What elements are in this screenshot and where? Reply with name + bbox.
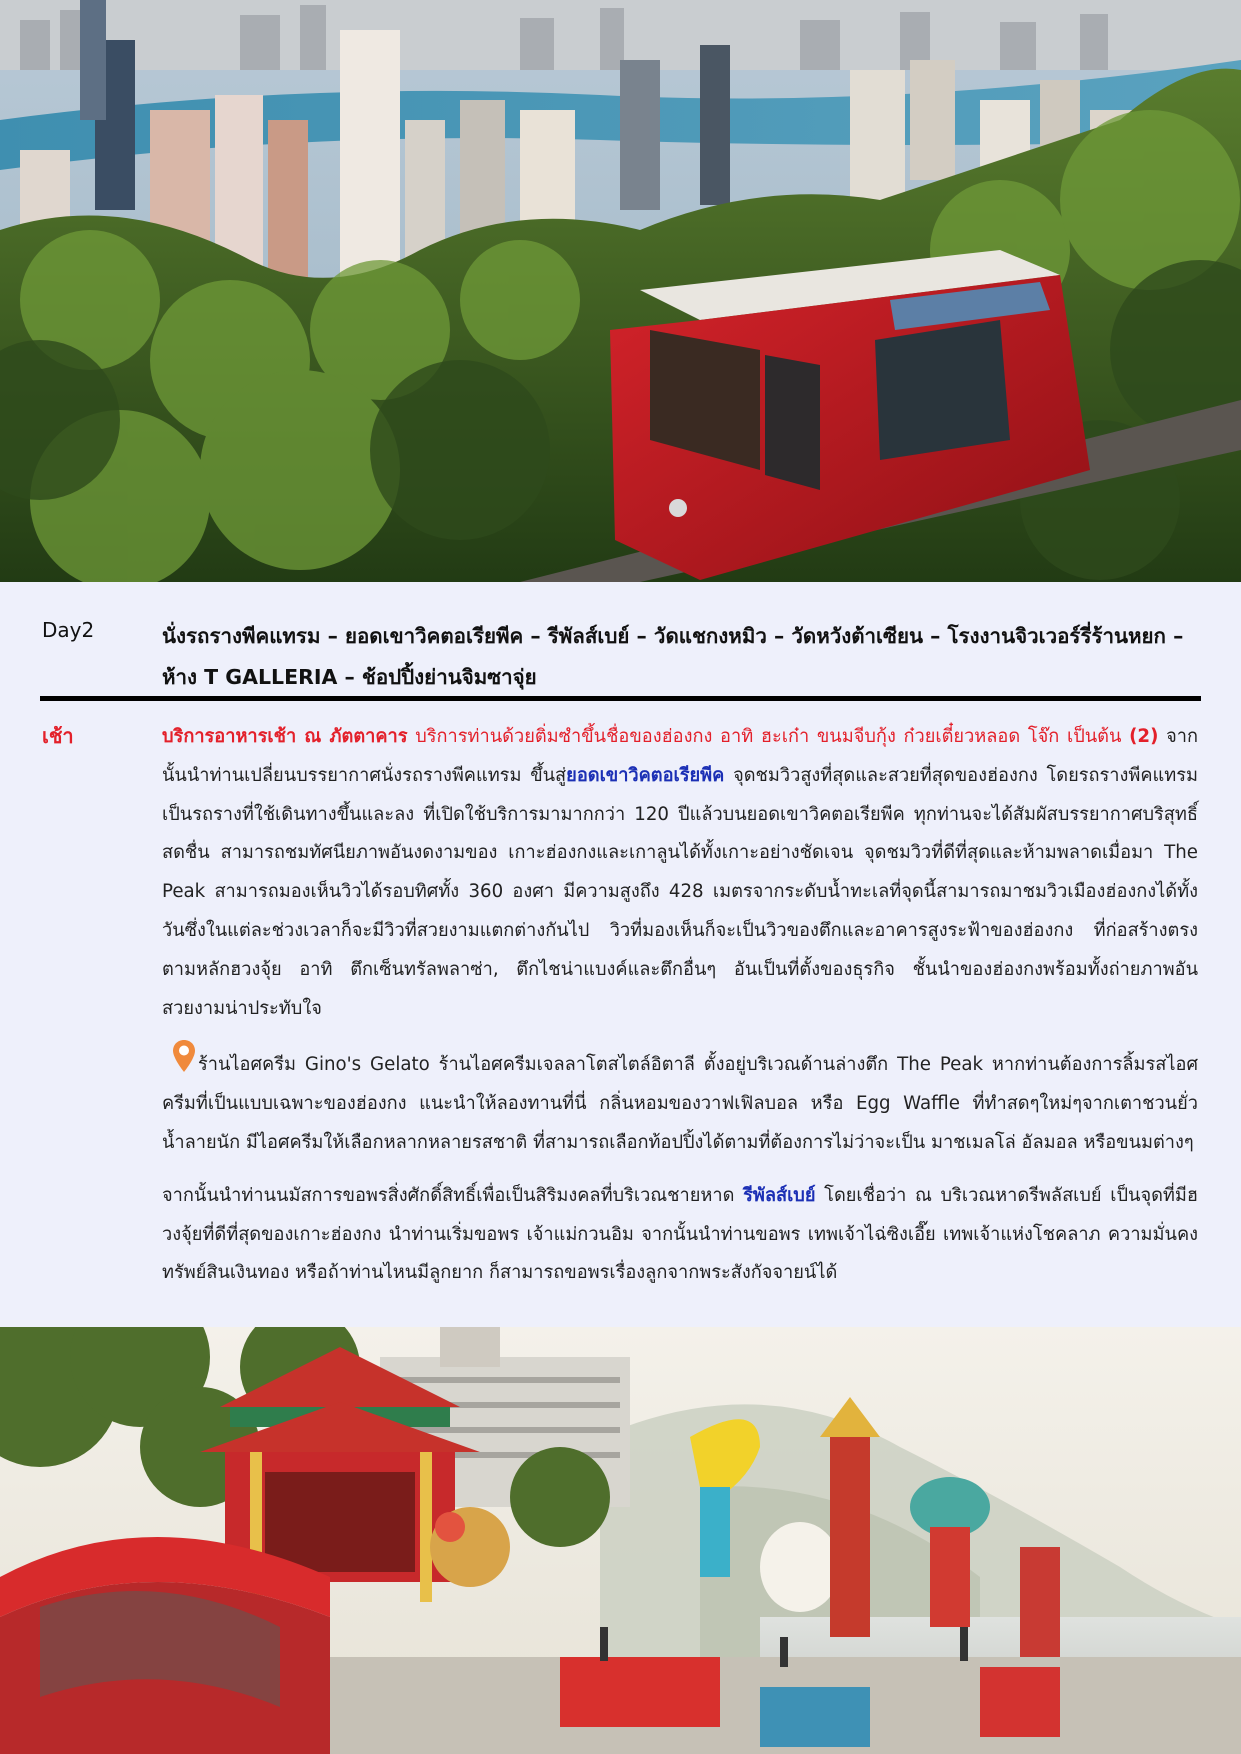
repulse-text-post: โดยเชื่อว่า ณ บริเวณหาดรีพลัสเบย์ เป็นจุดที่มีฮวงจุ้ยที่ดีที่สุดของเกาะฮ่องกง นำท่านเริ่มขอพร เจ้าแม่กวนอิม จากนั้นนำท่านขอพร เทพเจ้าไฉ่ซิงเอี๊ย เทพเจ้าแห่งโชคลาภ ความมั่นคงทรัพย์สินเงินทอง หรือถ้าท่านไหนมีลูกยาก ก็สามารถขอพรเรื่องลูกจากพระสังกัจจายน์ได้ <box>162 1184 1198 1284</box>
repulse-text-pre: จากนั้นนำท่านนมัสการขอพรสิ่งศักดิ์สิทธิ์เพื่อเป็นสิริมงคลที่บริเวณชายหาด <box>162 1184 744 1206</box>
breakfast-heading: บริการอาหารเช้า ณ ภัตตาคาร <box>162 726 408 747</box>
paragraph-repulse-bay <box>162 1177 1198 1293</box>
morning-label: เช้า <box>42 724 74 748</box>
day-title: นั่งรถรางพีคแทรม – ยอดเขาวิคตอเรียพีค – รีพัลส์เบย์ – วัดแชกงหมิว – วัดหวังต้าเซียน – โรงงานจิวเวอร์รี่ร้านหยก – ห้าง T GALLERIA – ช้อปปิ้งย่านจิมซาจุ่ย <box>162 624 1184 689</box>
paragraph-gelato <box>162 1039 1198 1162</box>
gelato-text: ร้านไอศครีม Gino's Gelato ร้านไอศครีมเจลลาโตสไตล์อิตาลี ตั้งอยู่บริเวณด้านล่างตึก The Peak หากท่านต้องการลิ้มรสไอศครีมที่เป็นแบบเฉพาะของฮ่องกง แนะนำให้ลองทานที่นี่ กลิ่นหอมของวาฟเฟิลบอล หรือ Egg Waffle ที่ทำสดๆใหม่ๆจากเตาชวนยั่วน้ำลายนัก มีไอศครีมให้เลือกหลากหลายรสชาติ ที่สามารถเลือกท้อปปิ้งได้ตามที่ต้องการไม่ว่าจะเป็น มาชเมลโล่ อัลมอล หรือขนมต่างๆ <box>162 1054 1198 1153</box>
peak-tram-photo <box>0 0 1241 582</box>
breakfast-text: บริการท่านด้วยติ่มซำขึ้นชื่อของฮ่องกง อาทิ ฮะเก๋า ขนมจีบกุ้ง ก๋วยเตี๋ยวหลอด โจ๊ก เป็นต้น <box>407 726 1130 747</box>
peak-text-pre: จากนั้นนำท่านเปลี่ยนบรรยากาศนั่งรถรางพีคแทรม ขึ้นสู่ <box>162 726 1198 786</box>
location-pin-icon <box>172 1039 196 1073</box>
victoria-peak-highlight: ยอดเขาวิคตอเรียพีค <box>566 764 725 786</box>
day-label: Day2 <box>42 618 95 642</box>
itinerary-day2 <box>0 582 1241 1327</box>
repulse-bay-highlight: รีพัลส์เบย์ <box>743 1184 816 1206</box>
divider <box>40 696 1201 701</box>
repulse-bay-shrine-photo <box>0 1327 1241 1754</box>
peak-text-post: จุดชมวิวสูงที่สุดและสวยที่สุดของฮ่องกง โดยรถรางพีคแทรม เป็นรถรางที่ใช้เดินทางขึ้นและลง ที่เปิดใช้บริการมามากกว่า 120 ปีแล้วบนยอดเขาวิคตอเรียพีค ทุกท่านจะได้สัมผัสบรรยากาศบริสุทธิ์สดชื่น สามารถชมทัศนียภาพอันงดงามของ เกาะฮ่องกงและเกาลูนได้ทั้งเกาะอย่างชัดเจน จุดชมวิวที่ดีที่สุดและห้ามพลาดเมื่อมา The Peak สามารถมองเห็นวิวได้รอบทิศทั้ง 360 องศา มีความสูงถึง 428 เมตรจากระดับน้ำทะเลที่จุดนี้สามารถมาชมวิวเมืองฮ่องกงได้ทั้งวันซึ่งในแต่ละช่วงเวลาก็จะมีวิวที่สวยงามแตกต่างกันไป วิวที่มองเห็นก็จะเป็นวิวของตึกและอาคารสูงระฟ้าของฮ่องกง ที่ก่อสร้างตรงตามหลักฮวงจุ้ย อาทิ ตึกเซ็นทรัลพลาซ่า, ตึกไชน่าแบงค์และตึกอื่นๆ อันเป็นที่ตั้งของธุรกิจ ชั้นนำของฮ่องกงพร้อมทั้งถ่ายภาพอันสวยงามน่าประทับใจ <box>162 764 1198 1019</box>
morning-description <box>162 718 1198 1293</box>
meal-count: (2) <box>1129 726 1159 747</box>
paragraph-breakfast-and-peak <box>162 718 1198 1028</box>
